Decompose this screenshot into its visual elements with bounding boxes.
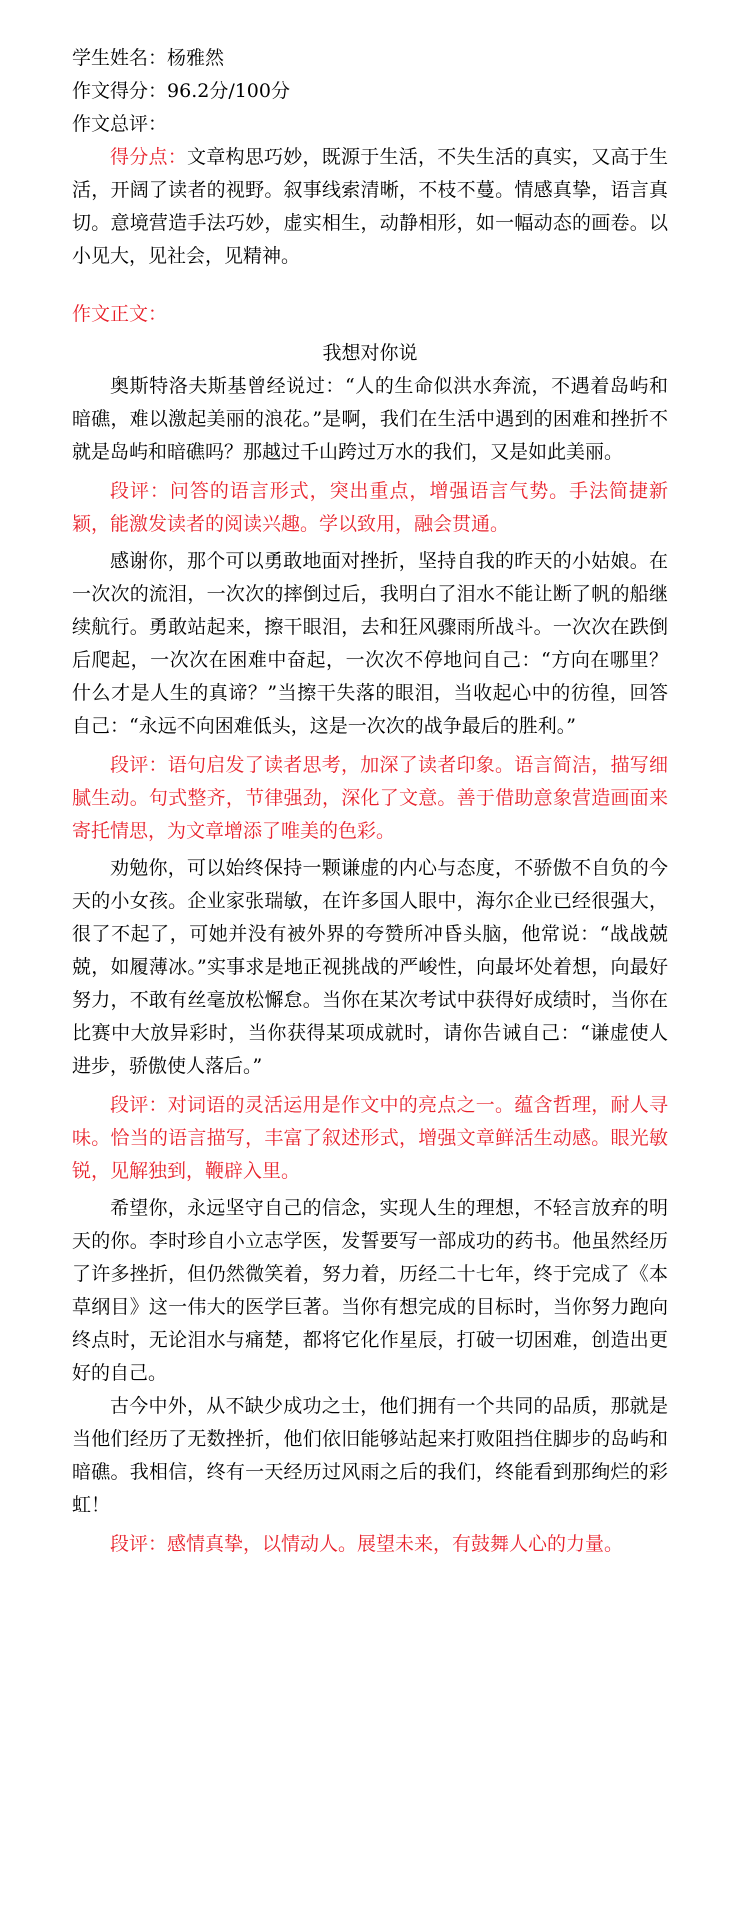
essay-label: 作文正文： xyxy=(72,303,168,325)
essay-page xyxy=(72,42,668,1565)
paragraph-comment xyxy=(72,1089,668,1188)
paragraph-comment-tag: 段评： xyxy=(110,1094,168,1116)
paragraph-comment xyxy=(72,475,668,541)
paragraph-comment-tag: 段评： xyxy=(110,1533,168,1555)
summary-text: 文章构思巧妙，既源于生活，不失生活的真实，又高于生活，开阔了读者的视野。叙事线索清晰，不枝不蔓。情感真挚，语言真切。意境营造手法巧妙，虚实相生，动静相形，如一幅动态的画卷。以小见大，见社会，见精神。 xyxy=(72,146,668,267)
paragraph-comment-text: 对词语的灵活运用是作文中的亮点之一。蕴含哲理，耐人寻味。恰当的语言描写，丰富了叙述形式，增强文章鲜活生动感。眼光敏锐，见解独到，鞭辟入里。 xyxy=(72,1094,668,1182)
review-label: 作文总评： xyxy=(72,113,168,135)
score-value: 96.2分/100分 xyxy=(167,80,290,102)
essay-paragraph: 奥斯特洛夫斯基曾经说过：“人的生命似洪水奔流，不遇着岛屿和暗礁，难以激起美丽的浪花。”是啊，我们在生活中遇到的困难和挫折不就是岛屿和暗礁吗？那越过千山跨过万水的我们，又是如此美丽。 xyxy=(72,375,668,463)
student-name-value: 杨雅然 xyxy=(167,47,225,69)
summary-comment xyxy=(72,141,668,273)
paragraph-comment xyxy=(72,749,668,848)
essay-paragraph: 希望你，永远坚守自己的信念，实现人生的理想，不轻言放弃的明天的你。李时珍自小立志学医，发誓要写一部成功的药书。他虽然经历了许多挫折，但仍然微笑着，努力着，历经二十七年，终于完成了《本草纲目》这一伟大的医学巨著。当你有想完成的目标时，当你努力跑向终点时，无论泪水与痛楚，都将它化作星辰，打破一切困难，创造出更好的自己。 xyxy=(72,1197,668,1384)
essay-paragraph: 感谢你，那个可以勇敢地面对挫折，坚持自我的昨天的小姑娘。在一次次的流泪，一次次的摔倒过后，我明白了泪水不能让断了帆的船继续航行。勇敢站起来，擦干眼泪，去和狂风骤雨所战斗。一次次在跌倒后爬起，一次次在困难中奋起，一次次不停地问自己：“方向在哪里？什么才是人生的真谛？”当擦干失落的眼泪，当收起心中的彷徨，回答自己：“永远不向困难低头，这是一次次的战争最后的胜利。” xyxy=(72,550,668,737)
score-line xyxy=(72,75,668,108)
paragraph-comment-tag: 段评： xyxy=(110,754,168,776)
essay-body xyxy=(72,370,668,1561)
paragraph-comment-text: 问答的语言形式，突出重点，增强语言气势。手法简捷新颖，能激发读者的阅读兴趣。学以致用，融会贯通。 xyxy=(72,480,668,535)
paragraph-comment-text: 感情真挚，以情动人。展望未来，有鼓舞人心的力量。 xyxy=(167,1533,624,1555)
score-label: 作文得分： xyxy=(72,80,168,102)
summary-tag: 得分点： xyxy=(110,146,187,168)
paragraph-comment-tag: 段评： xyxy=(110,480,170,502)
student-name-line xyxy=(72,42,668,75)
student-name-label: 学生姓名： xyxy=(72,47,168,69)
paragraph-comment xyxy=(72,1528,668,1561)
essay-paragraph: 劝勉你，可以始终保持一颗谦虚的内心与态度，不骄傲不自负的今天的小女孩。企业家张瑞敏，在许多国人眼中，海尔企业已经很强大，很了不起了，可她并没有被外界的夸赞所冲昏头脑，他常说：“战战兢兢，如履薄冰。”实事求是地正视挑战的严峻性，向最坏处着想，向最好努力，不敢有丝毫放松懈怠。当你在某次考试中获得好成绩时，当你在比赛中大放异彩时，当你获得某项成就时，请你告诫自己：“谦虚使人进步，骄傲使人落后。” xyxy=(72,857,668,1077)
section-gap xyxy=(72,273,668,298)
essay-title: 我想对你说 xyxy=(322,342,418,364)
paragraph-comment-text: 语句启发了读者思考，加深了读者印象。语言简洁，描写细腻生动。句式整齐，节律强劲，深化了文意。善于借助意象营造画面来寄托情思，为文章增添了唯美的色彩。 xyxy=(72,754,668,842)
essay-paragraph: 古今中外，从不缺少成功之士，他们拥有一个共同的品质，那就是当他们经历了无数挫折，他们依旧能够站起来打败阻挡住脚步的岛屿和暗礁。我相信，终有一天经历过风雨之后的我们，终能看到那绚烂的彩虹！ xyxy=(72,1395,668,1516)
